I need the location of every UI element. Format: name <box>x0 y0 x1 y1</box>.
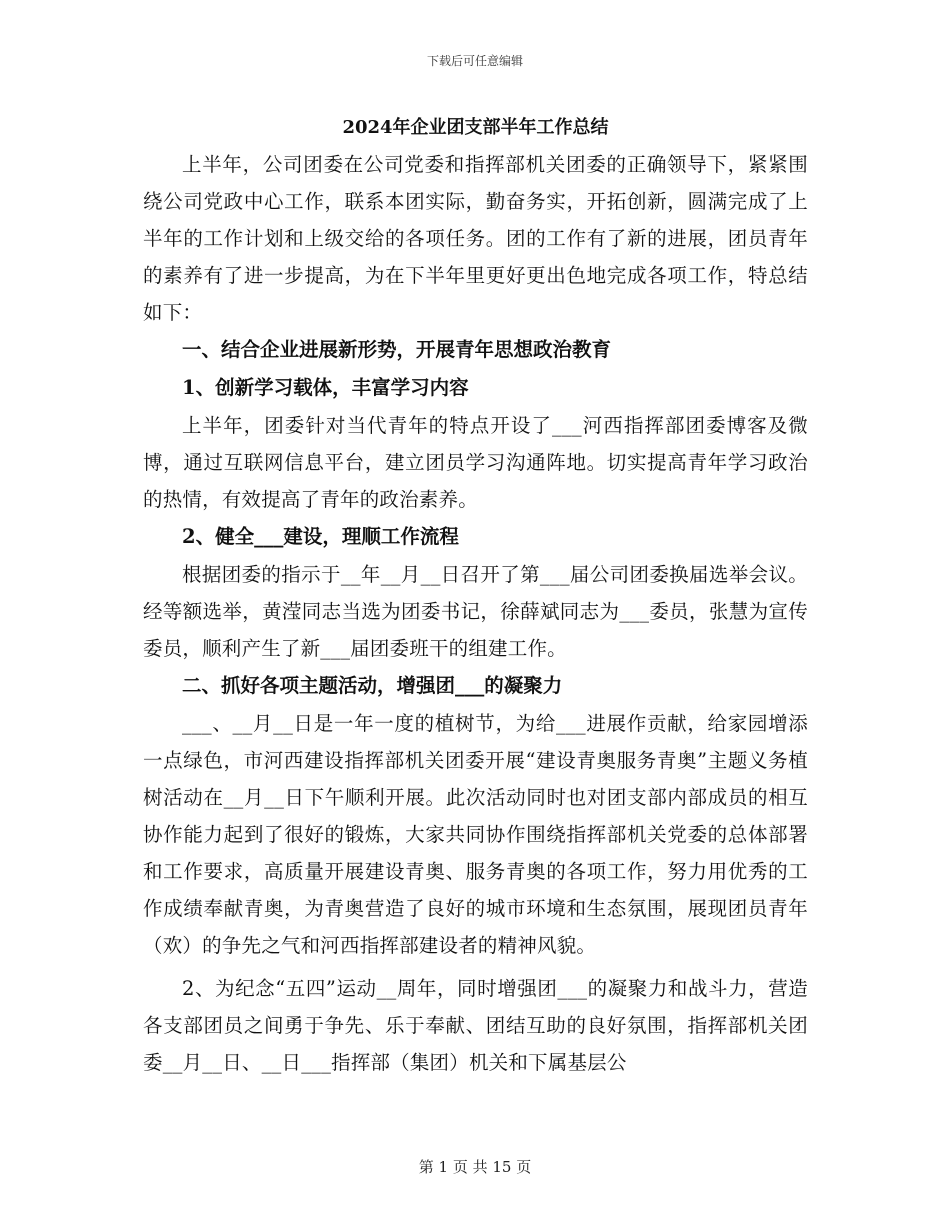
subsection-1-heading: 1、创新学习载体，丰富学习内容 <box>182 376 469 399</box>
subsection-1-paragraph: 上半年，团委针对当代青年的特点开设了___河西指挥部团委博客及微博，通过互联网信息平台，建立团员学习沟通阵地。切实提高青年学习政治的热情，有效提高了青年的政治素养。 <box>143 414 808 511</box>
section-2-paragraph-1: ___、__月__日是一年一度的植树节，为给___进展作贡献，给家园增添一点绿色，市河西建设指挥部机关团委开展“建设青奥服务青奥”主题义务植树活动在__月__日下午顺利开展。此次活动同时也对团支部内部成员的相互协作能力起到了很好的锻炼，大家共同协作围绕指挥部机关党委的总体部署和工作要求，高质量开展建设青奥、服务青奥的各项工作，努力用优秀的工作成绩奉献青奥，为青奥营造了良好的城市环境和生态氛围，展现团员青年（欢）的争先之气和河西指挥部建设者的精神风貌。 <box>143 712 808 957</box>
section-1-heading: 一、结合企业进展新形势，开展青年思想政治教育 <box>182 338 612 361</box>
subsection-2-heading: 2、健全___建设，理顺工作流程 <box>182 525 459 548</box>
page-header-note: 下载后可任意编辑 <box>426 54 523 68</box>
document-title: 2024年企业团支部半年工作总结 <box>342 117 609 138</box>
page-number: 第 1 页 共 15 页 <box>418 1158 532 1176</box>
subsection-2-paragraph: 根据团委的指示于__年__月__日召开了第___届公司团委换届选举会议。经等额选举，黄滢同志当选为团委书记，徐薛斌同志为___委员，张慧为宣传委员，顺利产生了新___届团委班干的组建工作。 <box>143 563 808 660</box>
document-body <box>143 110 808 1081</box>
section-2-heading: 二、抓好各项主题活动，增强团___的凝聚力 <box>182 674 563 697</box>
intro-paragraph: 上半年，公司团委在公司党委和指挥部机关团委的正确领导下，紧紧围绕公司党政中心工作，联系本团实际，勤奋务实，开拓创新，圆满完成了上半年的工作计划和上级交给的各项任务。团的工作有了新的进展，团员青年的素养有了进一步提高，为在下半年里更好更出色地完成各项工作，特总结如下： <box>143 153 808 324</box>
section-2-paragraph-2: 2、为纪念“五四”运动__周年，同时增强团___的凝聚力和战斗力，营造各支部团员之间勇于争先、乐于奉献、团结互助的良好氛围，指挥部机关团委__月__日、__日___指挥部（集团）机关和下属基层公 <box>143 977 808 1074</box>
